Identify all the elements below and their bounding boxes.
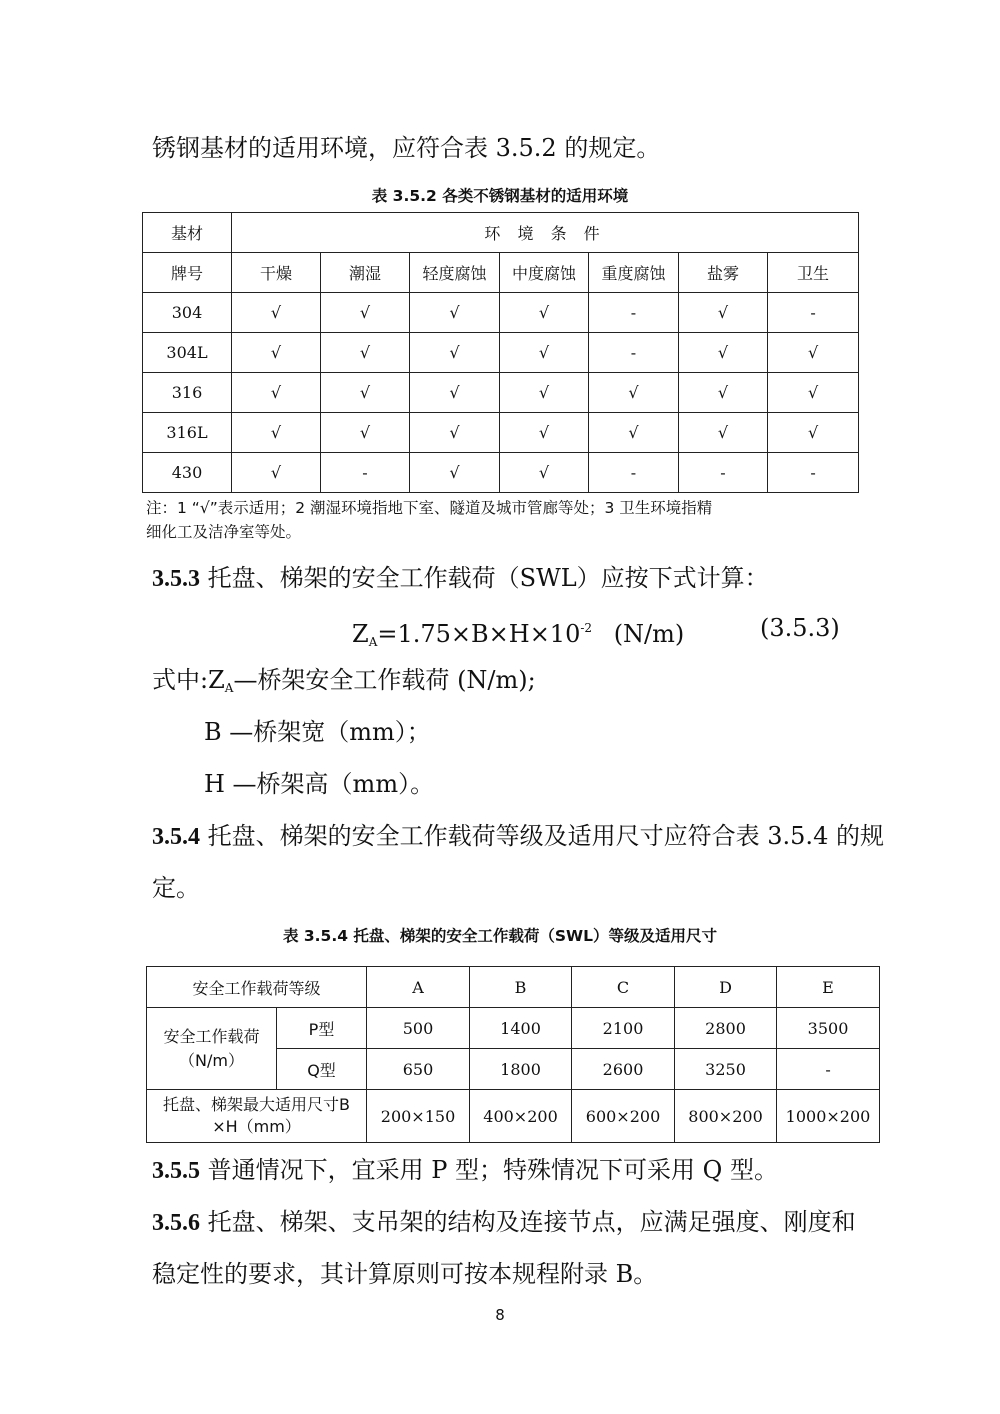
clause-353 — [152, 562, 769, 595]
table-cell: √ — [410, 373, 500, 413]
table-cell: √ — [679, 373, 768, 413]
clause-number: 3.5.5 — [152, 1158, 200, 1184]
table-cell: - — [777, 1049, 880, 1090]
col-header: 卫生 — [768, 253, 859, 293]
table-cell: - — [589, 333, 679, 373]
clause-354 — [152, 820, 884, 853]
grade-header-label: 安全工作载荷等级 — [147, 967, 367, 1008]
formula-unit: (N/m) — [613, 620, 685, 648]
table1-caption: 表 3.5.2 各类不锈钢基材的适用环境 — [371, 187, 629, 205]
table-cell: - — [768, 293, 859, 333]
equation-number: (3.5.3) — [760, 614, 840, 642]
table1-note-line2: 细化工及洁净室等处。 — [146, 523, 302, 541]
table-cell: - — [321, 453, 410, 493]
table-row — [147, 1090, 880, 1143]
col-header: 中度腐蚀 — [500, 253, 589, 293]
clause-number: 3.5.6 — [152, 1210, 200, 1236]
table1 — [142, 212, 859, 493]
table-cell: 650 — [367, 1049, 470, 1090]
size-label-line1: 托盘、梯架最大适用尺寸B — [163, 1095, 350, 1114]
col-header: 潮湿 — [321, 253, 410, 293]
table-cell: √ — [232, 293, 321, 333]
col-header: 干燥 — [232, 253, 321, 293]
table-cell: √ — [232, 453, 321, 493]
table-cell: √ — [410, 293, 500, 333]
table-cell: √ — [500, 293, 589, 333]
header-grade-line1: 基材 — [143, 213, 232, 253]
intro-line: 锈钢基材的适用环境，应符合表 3.5.2 的规定。 — [152, 134, 661, 162]
grade-header: E — [777, 967, 880, 1008]
grade-header: D — [675, 967, 777, 1008]
table-cell: 1800 — [470, 1049, 572, 1090]
clause-356 — [152, 1206, 856, 1239]
where-z-def: —桥架安全工作载荷 (N/m); — [233, 666, 536, 694]
table-cell: 2600 — [572, 1049, 675, 1090]
clause-356-line2: 稳定性的要求，其计算原则可按本规程附录 B。 — [152, 1260, 658, 1288]
header-grade-line2: 牌号 — [143, 253, 232, 293]
table-cell: √ — [500, 373, 589, 413]
load-label-line2: （N/m） — [179, 1050, 244, 1070]
grade-cell: 316 — [143, 373, 232, 413]
table-cell: √ — [500, 453, 589, 493]
clause-354-line2: 定。 — [152, 874, 200, 902]
table-row — [143, 333, 859, 373]
table-cell: 3500 — [777, 1008, 880, 1049]
table-cell: √ — [768, 373, 859, 413]
clause-text: 普通情况下，宜采用 P 型；特殊情况下可采用 Q 型。 — [207, 1156, 778, 1184]
table-row — [147, 1008, 880, 1049]
table2 — [146, 966, 880, 1143]
where-z — [152, 664, 536, 704]
table-cell: √ — [410, 333, 500, 373]
formula-z: Z — [352, 620, 369, 648]
table-cell: √ — [589, 413, 679, 453]
table-row — [143, 373, 859, 413]
table-cell: √ — [768, 333, 859, 373]
table-cell: √ — [321, 333, 410, 373]
table-cell: √ — [232, 413, 321, 453]
formula-exp: -2 — [580, 621, 593, 635]
page-number: 8 — [495, 1306, 505, 1324]
clause-355 — [152, 1154, 778, 1187]
table-cell: √ — [500, 413, 589, 453]
table-cell: √ — [321, 413, 410, 453]
clause-number: 3.5.4 — [152, 824, 200, 850]
col-header: 重度腐蚀 — [589, 253, 679, 293]
table-cell: 800×200 — [675, 1090, 777, 1143]
table-cell: √ — [321, 293, 410, 333]
table-cell: 500 — [367, 1008, 470, 1049]
clause-text: 托盘、梯架、支吊架的结构及连接节点，应满足强度、刚度和 — [207, 1208, 856, 1236]
grade-header: B — [470, 967, 572, 1008]
table-row — [143, 453, 859, 493]
table-cell: √ — [768, 413, 859, 453]
clause-number: 3.5.3 — [152, 566, 200, 592]
table-cell: - — [589, 453, 679, 493]
size-label-line2: ×H（mm） — [212, 1117, 301, 1136]
table-cell: 600×200 — [572, 1090, 675, 1143]
table-cell: 1000×200 — [777, 1090, 880, 1143]
where-prefix: 式中:Z — [152, 666, 225, 694]
table-cell: √ — [679, 293, 768, 333]
table-cell: - — [768, 453, 859, 493]
table-row — [143, 413, 859, 453]
table-cell: 200×150 — [367, 1090, 470, 1143]
header-env-group: 环 境 条 件 — [232, 213, 859, 253]
grade-cell: 304L — [143, 333, 232, 373]
size-label — [147, 1090, 367, 1143]
table-cell: √ — [321, 373, 410, 413]
table-cell: √ — [679, 333, 768, 373]
table-cell: √ — [232, 333, 321, 373]
table-cell: 1400 — [470, 1008, 572, 1049]
formula — [352, 612, 684, 658]
where-b: B —桥架宽（mm）； — [204, 718, 431, 746]
where-h: H —桥架高（mm）。 — [204, 770, 435, 798]
table-cell: 2100 — [572, 1008, 675, 1049]
table-cell: - — [589, 293, 679, 333]
table-cell: - — [679, 453, 768, 493]
table2-caption: 表 3.5.4 托盘、梯架的安全工作载荷（SWL）等级及适用尺寸 — [282, 927, 718, 945]
grade-cell: 316L — [143, 413, 232, 453]
formula-body: =1.75×B×H×10 — [377, 620, 581, 648]
grade-header: C — [572, 967, 675, 1008]
table-cell: √ — [589, 373, 679, 413]
clause-text: 托盘、梯架的安全工作载荷（SWL）应按下式计算： — [207, 564, 769, 592]
table-row — [143, 293, 859, 333]
col-header: 轻度腐蚀 — [410, 253, 500, 293]
grade-cell: 430 — [143, 453, 232, 493]
table-cell: √ — [410, 453, 500, 493]
table-cell: 3250 — [675, 1049, 777, 1090]
table-cell: √ — [500, 333, 589, 373]
table1-note-line1: 注：1 “√”表示适用；2 潮湿环境指地下室、隧道及城市管廊等处；3 卫生环境指精 — [146, 499, 713, 517]
table-cell: √ — [232, 373, 321, 413]
table-cell: √ — [679, 413, 768, 453]
col-header: 盐雾 — [679, 253, 768, 293]
p-type-label: P型 — [277, 1008, 367, 1049]
q-type-label: Q型 — [277, 1049, 367, 1090]
load-label — [147, 1008, 277, 1090]
clause-text: 托盘、梯架的安全工作载荷等级及适用尺寸应符合表 3.5.4 的规 — [207, 822, 884, 850]
load-label-line1: 安全工作载荷 — [163, 1026, 260, 1046]
table-cell: 2800 — [675, 1008, 777, 1049]
table-cell: 400×200 — [470, 1090, 572, 1143]
grade-cell: 304 — [143, 293, 232, 333]
formula-z-sub: A — [368, 635, 378, 649]
grade-header: A — [367, 967, 470, 1008]
table-cell: √ — [410, 413, 500, 453]
where-sub: A — [224, 681, 234, 695]
